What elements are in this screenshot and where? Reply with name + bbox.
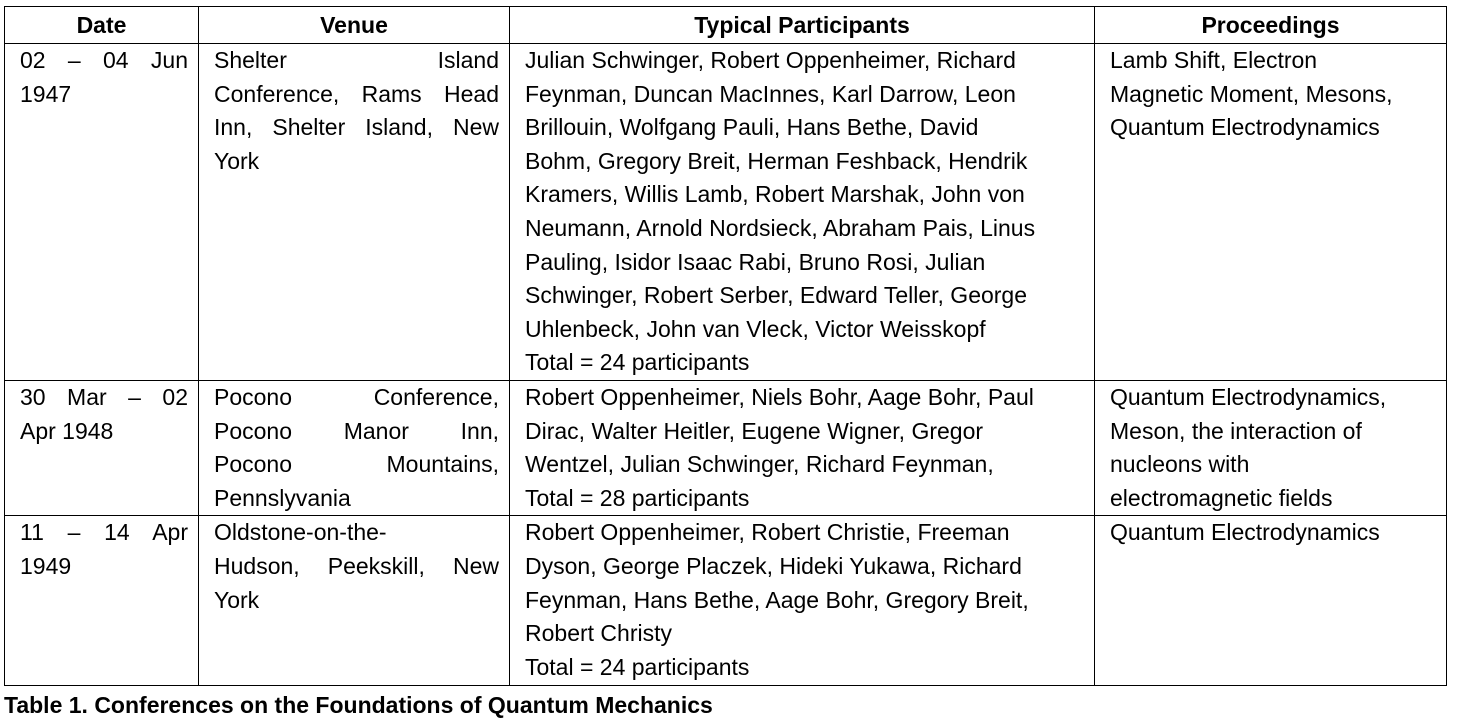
proceedings-line: electromagnetic fields [1110, 484, 1333, 511]
date-cell [5, 516, 199, 686]
table-row [5, 381, 1447, 516]
date-line: 1949 [20, 552, 72, 579]
date-line: 02 – 04 Jun [20, 47, 188, 73]
participants-cell [510, 44, 1095, 381]
date-cell [5, 381, 199, 516]
venue-cell [199, 44, 510, 381]
participants-line: Feynman, Duncan MacInnes, Karl Darrow, Leon [525, 80, 1016, 107]
proceedings-cell [1095, 381, 1447, 516]
participants-total: Total = 24 participants [525, 653, 750, 680]
participants-line: Neumann, Arnold Nordsieck, Abraham Pais, Linus [525, 214, 1036, 241]
participants-line: Kramers, Willis Lamb, Robert Marshak, John von [525, 181, 1025, 208]
venue-line: Pocono Mountains, [214, 451, 499, 478]
participants-total: Total = 24 participants [525, 349, 750, 376]
participants-line: Julian Schwinger, Robert Oppenheimer, Richard [525, 47, 1016, 73]
venue-line: Pocono Manor Inn, [214, 417, 499, 444]
participants-line: Feynman, Hans Bethe, Aage Bohr, Gregory Breit, [525, 586, 1029, 613]
proceedings-line: Quantum Electrodynamics, [1110, 384, 1387, 410]
table-row [5, 516, 1447, 686]
participants-line: Pauling, Isidor Isaac Rabi, Bruno Rosi, Julian [525, 248, 986, 275]
conference-table [4, 6, 1447, 686]
header-venue: Venue [199, 7, 510, 44]
participants-line: Brillouin, Wolfgang Pauli, Hans Bethe, David [525, 114, 979, 141]
header-participants: Typical Participants [510, 7, 1095, 44]
proceedings-line: nucleons with [1110, 451, 1250, 478]
venue-line: Oldstone-on-the- [214, 519, 387, 546]
proceedings-line: Meson, the interaction of [1110, 417, 1362, 444]
venue-line: York [214, 147, 260, 174]
date-line: 11 – 14 Apr [20, 519, 188, 546]
date-line: 30 Mar – 02 [20, 384, 188, 410]
proceedings-line: Quantum Electrodynamics [1110, 519, 1380, 546]
date-line: Apr 1948 [20, 417, 114, 444]
date-line: 1947 [20, 80, 72, 107]
participants-line: Robert Oppenheimer, Niels Bohr, Aage Bohr, Paul [525, 384, 1034, 410]
table-header-row [5, 7, 1447, 44]
proceedings-line: Quantum Electrodynamics [1110, 114, 1380, 141]
date-cell [5, 44, 199, 381]
participants-line: Robert Christy [525, 620, 672, 647]
header-proceedings: Proceedings [1095, 7, 1447, 44]
participants-line: Robert Oppenheimer, Robert Christie, Freeman [525, 519, 1010, 546]
proceedings-cell [1095, 516, 1447, 686]
venue-cell [199, 516, 510, 686]
table-caption: Table 1. Conferences on the Foundations of Quantum Mechanics [4, 692, 713, 718]
participants-line: Wentzel, Julian Schwinger, Richard Feynman, [525, 451, 994, 478]
participants-cell [510, 381, 1095, 516]
participants-line: Schwinger, Robert Serber, Edward Teller, George [525, 282, 1028, 309]
venue-line: Shelter Island [214, 47, 499, 73]
proceedings-line: Magnetic Moment, Mesons, [1110, 80, 1393, 107]
venue-line: York [214, 586, 260, 613]
participants-line: Bohm, Gregory Breit, Herman Feshback, Hendrik [525, 147, 1028, 174]
header-date: Date [5, 7, 199, 44]
participants-line: Uhlenbeck, John van Vleck, Victor Weisskopf [525, 315, 986, 342]
venue-line: Inn, Shelter Island, New [214, 114, 499, 141]
participants-line: Dyson, George Placzek, Hideki Yukawa, Richard [525, 552, 1022, 579]
proceedings-line: Lamb Shift, Electron [1110, 47, 1318, 73]
table-row [5, 44, 1447, 381]
venue-line: Conference, Rams Head [214, 80, 499, 107]
venue-cell [199, 381, 510, 516]
venue-line: Pennslyvania [214, 484, 351, 511]
participants-line: Dirac, Walter Heitler, Eugene Wigner, Gregor [525, 417, 984, 444]
venue-line: Pocono Conference, [214, 384, 499, 410]
venue-line: Hudson, Peekskill, New [214, 552, 499, 579]
participants-total: Total = 28 participants [525, 484, 750, 511]
conference-table-container [4, 6, 1446, 686]
participants-cell [510, 516, 1095, 686]
proceedings-cell [1095, 44, 1447, 381]
